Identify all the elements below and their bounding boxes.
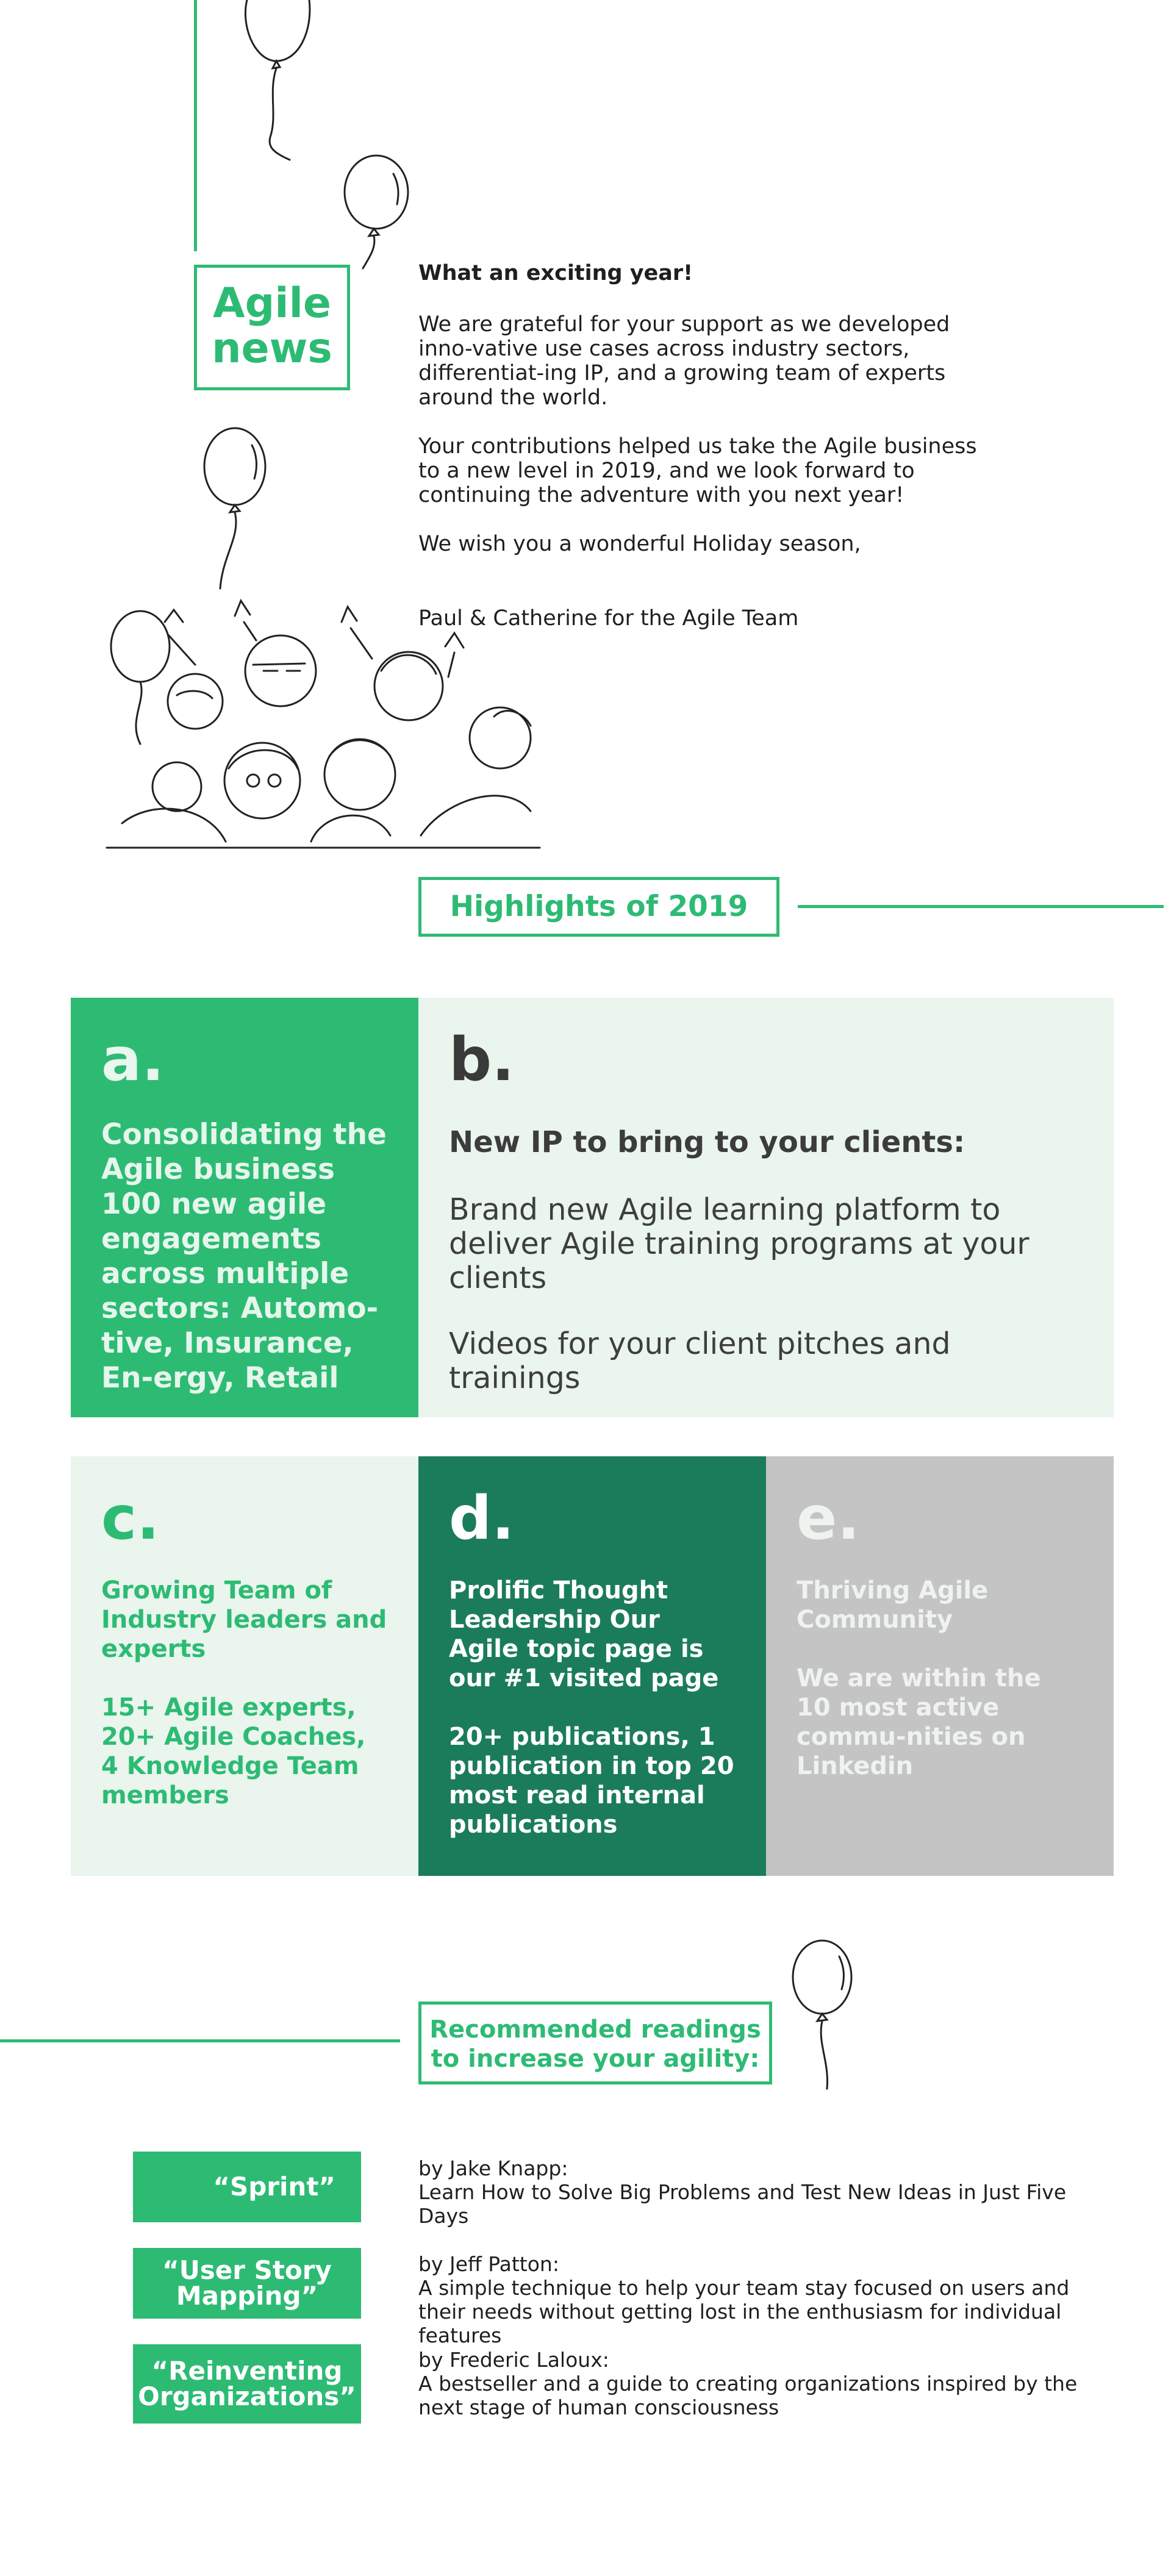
- agile-news-logo: [194, 265, 350, 390]
- book-usm-line-1: “User Story: [162, 2255, 332, 2285]
- reading-reinventing-organizations: [418, 2348, 1114, 2419]
- card-a-letter: a.: [101, 1025, 165, 1095]
- book-ro-line-2: Organizations”: [138, 2381, 356, 2411]
- highlights-title-text: Highlights of 2019: [449, 890, 748, 923]
- book-sprint: [133, 2152, 361, 2222]
- intro-letter: [418, 261, 986, 655]
- card-b-paragraph-1: Brand new Agile learning platform to deliver Agile training programs at your clients: [449, 1192, 1030, 1295]
- highlight-card-c: [71, 1456, 418, 1876]
- reading-usm-author: by Jeff Patton:: [418, 2252, 559, 2276]
- reading-sprint-desc: Learn How to Solve Big Problems and Test New Ideas in Just Five Days: [418, 2180, 1067, 2228]
- reading-sprint-author: by Jake Knapp:: [418, 2156, 568, 2180]
- balloon-icon: [241, 0, 326, 165]
- card-b-letter: b.: [449, 1025, 515, 1095]
- readings-title-line-2: to increase your agility:: [431, 2045, 760, 2073]
- intro-title: What an exciting year!: [418, 261, 693, 285]
- book-sprint-title: “Sprint”: [213, 2172, 335, 2202]
- readings-title-line-1: Recommended readings: [429, 2016, 761, 2044]
- card-b-paragraph-2: Videos for your client pitches and trainings: [449, 1326, 951, 1395]
- reading-user-story-mapping: [418, 2252, 1114, 2347]
- card-c-letter: c.: [101, 1484, 160, 1553]
- intro-paragraph-2: Your contributions helped us take the Agile business to a new level in 2019, and we look forward to continuing the adventure with you next year!: [418, 434, 977, 507]
- highlights-divider-line: [798, 905, 1164, 908]
- balloon-icon: [787, 1939, 866, 2098]
- card-d-letter: d.: [449, 1484, 515, 1553]
- logo-line-1: Agile: [212, 279, 332, 327]
- card-d-text: 20+ publications, 1 publication in top 20 most read internal publications: [449, 1723, 734, 1839]
- vertical-accent-line: [194, 0, 197, 251]
- reading-sprint: [418, 2156, 1114, 2228]
- book-reinventing-organizations: [133, 2344, 361, 2424]
- logo-line-2: news: [212, 324, 332, 373]
- readings-divider-line: [0, 2039, 400, 2042]
- card-e-letter: e.: [797, 1484, 860, 1553]
- highlight-card-e: [766, 1456, 1114, 1876]
- card-e-title: Thriving Agile Community: [797, 1576, 989, 1634]
- reading-ro-author: by Frederic Laloux:: [418, 2348, 609, 2372]
- signature: Paul & Catherine for the Agile Team: [418, 606, 799, 631]
- book-user-story-mapping: [133, 2248, 361, 2319]
- balloon-icon: [338, 156, 424, 290]
- readings-title: [418, 2002, 772, 2084]
- card-e-text: We are within the 10 most active commu-nities on Linkedin: [797, 1664, 1041, 1780]
- book-usm-line-2: Mapping”: [176, 2281, 318, 2311]
- card-d-title: Prolific Thought Leadership Our Agile topic page is our #1 visited page: [449, 1576, 719, 1692]
- highlight-card-a: [71, 998, 418, 1417]
- intro-paragraph-3: We wish you a wonderful Holiday season,: [418, 532, 861, 556]
- reading-ro-desc: A bestseller and a guide to creating organizations inspired by the next stage of human consciousness: [418, 2372, 1078, 2419]
- balloon-icon: [198, 427, 278, 598]
- card-c-title: Growing Team of Industry leaders and experts: [101, 1576, 387, 1663]
- card-b-subtitle: New IP to bring to your clients:: [449, 1125, 965, 1159]
- card-c-text: 15+ Agile experts, 20+ Agile Coaches, 4 Knowledge Team members: [101, 1694, 366, 1809]
- book-ro-line-1: “Reinventing: [151, 2356, 343, 2386]
- intro-paragraph-1: We are grateful for your support as we developed inno-vative use cases across industry sectors, differentiat-ing IP, and a growing team of experts around the world.: [418, 312, 950, 410]
- highlight-card-b: [418, 998, 1114, 1417]
- highlights-title: [418, 877, 779, 937]
- card-a-text: Consolidating the Agile business 100 new agile engagements across multiple sectors: Automo-tive, Insurance, En-ergy, Retail: [101, 1118, 387, 1395]
- highlight-card-d: [418, 1456, 766, 1876]
- reading-usm-desc: A simple technique to help your team stay focused on users and their needs without getting lost in the enthusiasm for individual features: [418, 2276, 1070, 2347]
